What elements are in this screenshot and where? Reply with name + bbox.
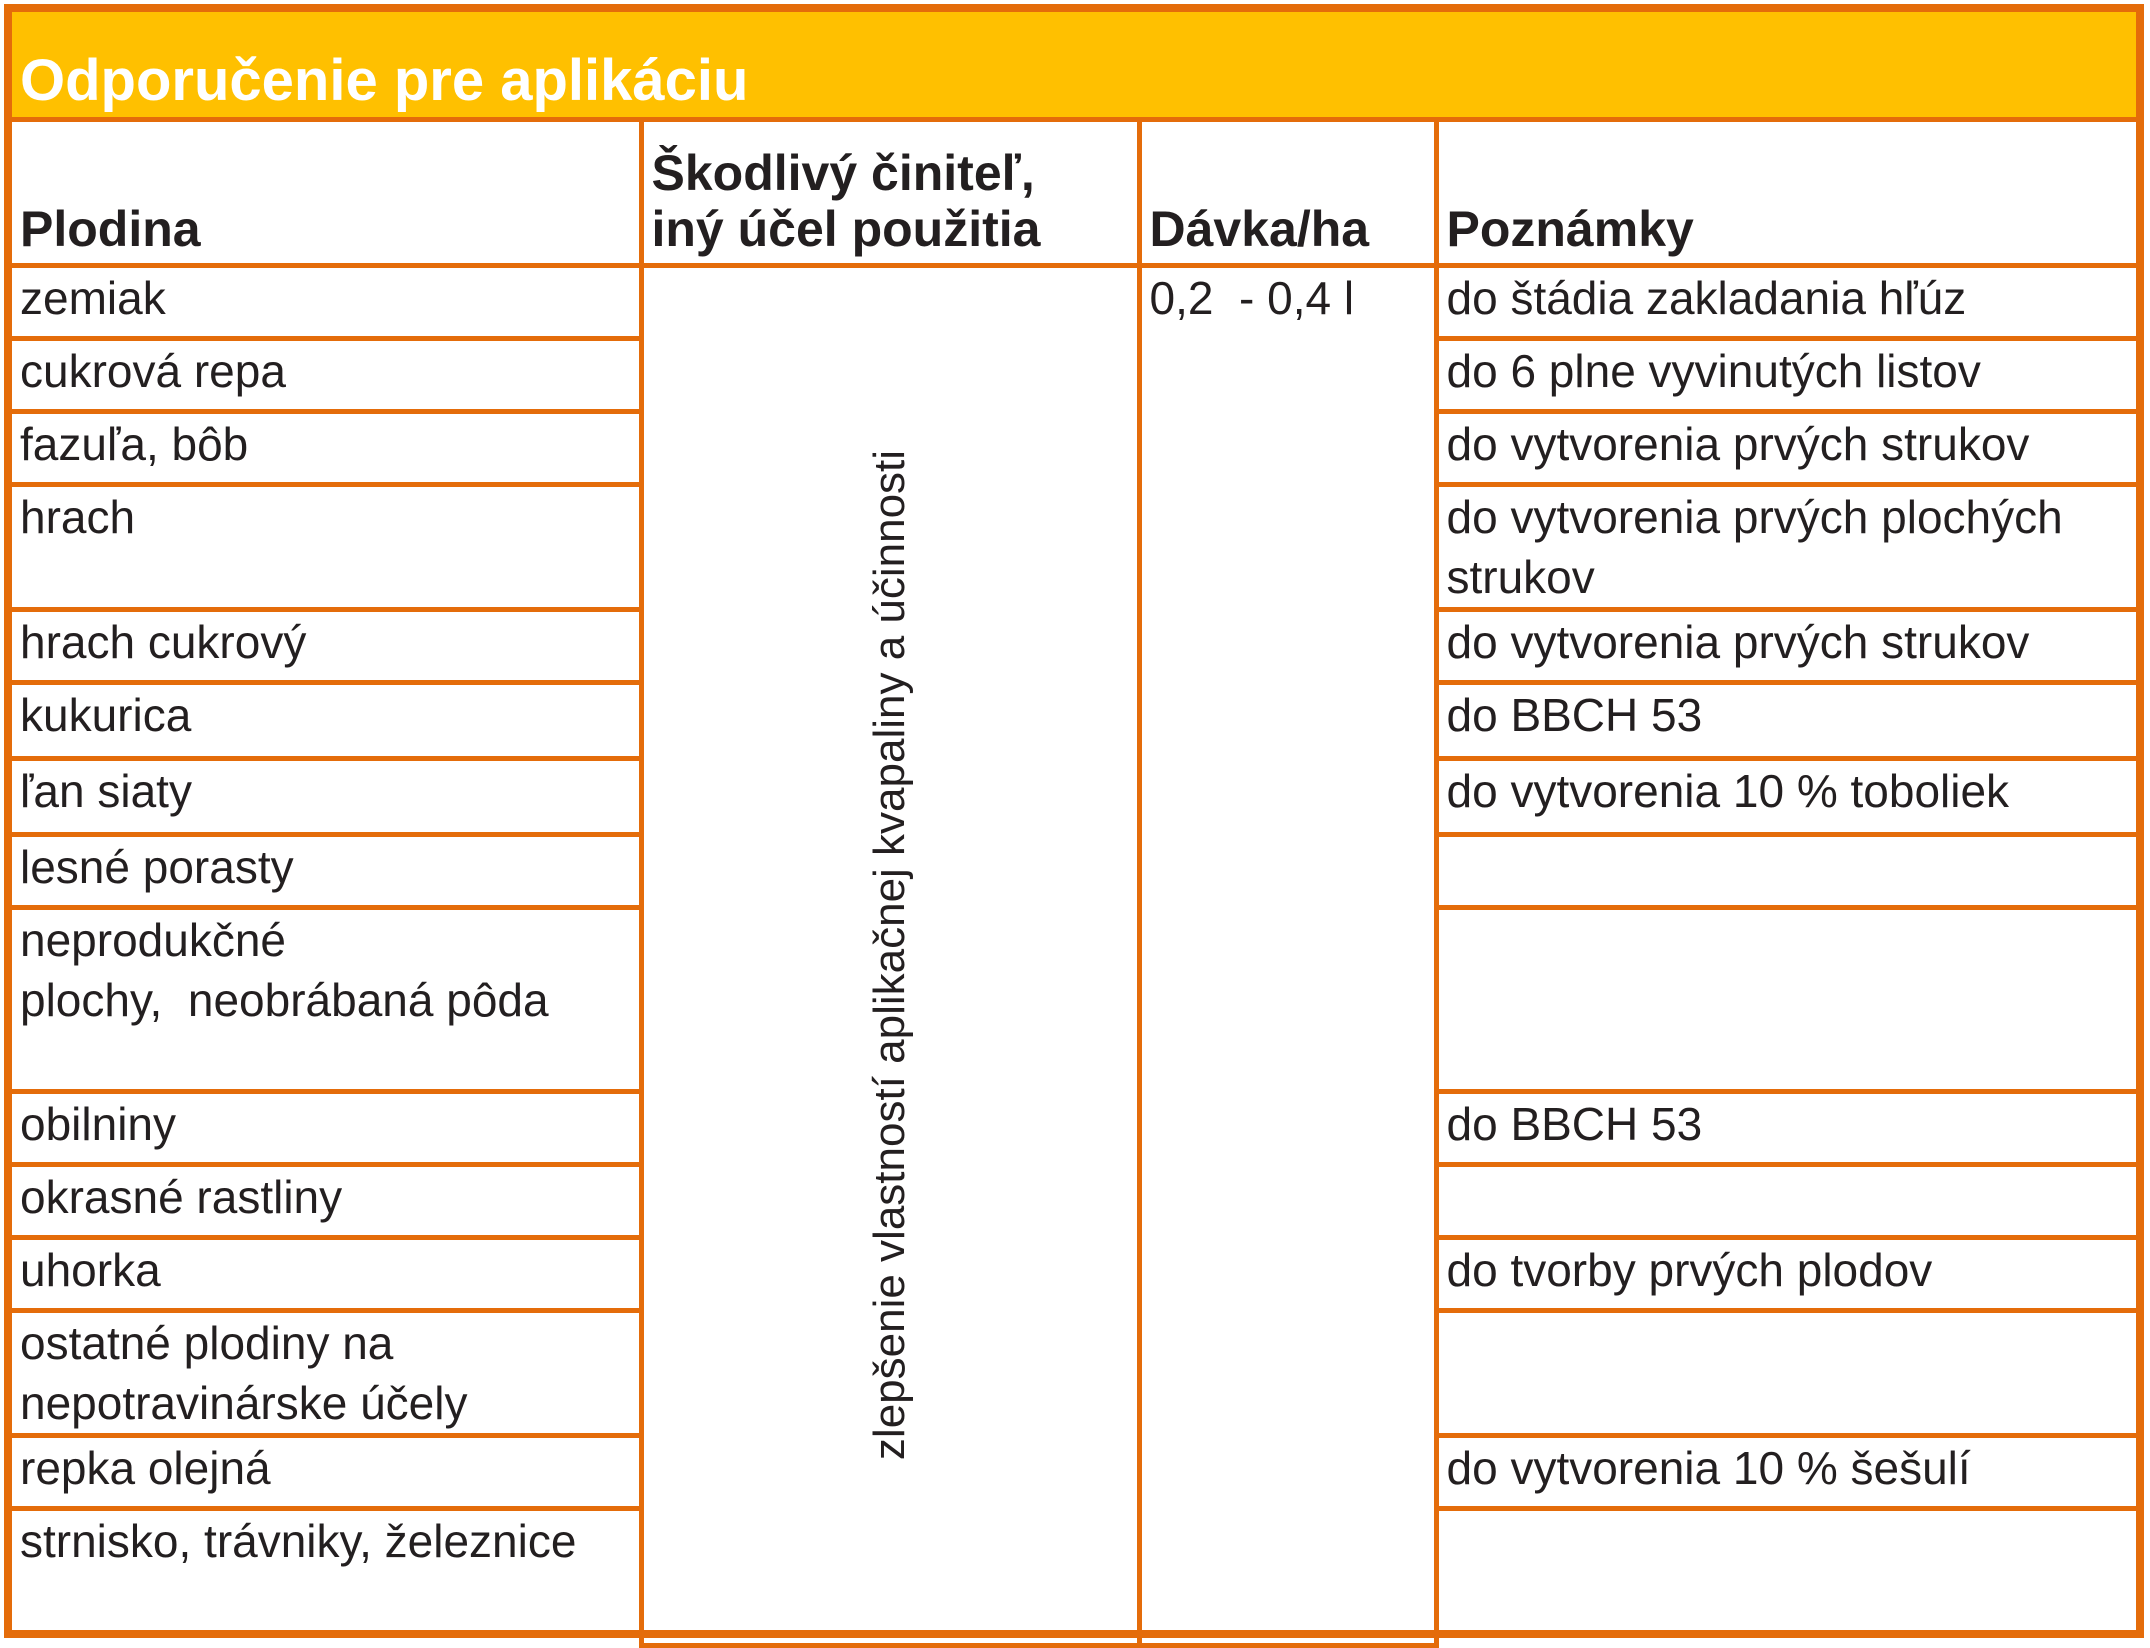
note-text: do BBCH 53 (1446, 1097, 1703, 1150)
note-cell (1436, 411, 2136, 484)
dose-cell: 0,2 - 0,4 l (1139, 265, 1436, 1645)
title-bar (12, 12, 2136, 122)
agent-cell (641, 265, 1139, 1645)
note-text: do 6 plne vyvinutých listov (1446, 344, 1981, 397)
note-cell (1436, 338, 2136, 411)
crop-text: ľan siaty (20, 764, 192, 817)
agent-text: zlepšenie vlastností aplikačnej kvapaliny a účinnosti (865, 449, 914, 1461)
application-table-frame (4, 4, 2144, 1638)
table-title: Odporučenie pre aplikáciu (20, 48, 749, 113)
header-agent-line1: Škodlivý činiteľ, (651, 144, 1035, 201)
note-cell (1436, 484, 2136, 609)
crop-text: hrach cukrový (20, 615, 307, 668)
crop-cell (12, 1435, 641, 1508)
crop-cell (12, 609, 641, 682)
header-agent (641, 122, 1139, 265)
crop-text: obilniny (20, 1097, 176, 1150)
note-cell (1436, 1091, 2136, 1164)
note-text: do vytvorenia prvých strukov (1446, 417, 2030, 470)
note-cell (1436, 682, 2136, 758)
crop-cell (12, 265, 641, 338)
crop-text: kukurica (20, 688, 192, 741)
crop-cell (12, 758, 641, 834)
crop-cell (12, 1310, 641, 1435)
crop-cell (12, 834, 641, 907)
crop-cell (12, 1091, 641, 1164)
crop-text: uhorka (20, 1243, 161, 1296)
header-dose: Dávka/ha (1139, 122, 1436, 265)
note-text: strukov (1446, 550, 1595, 603)
crop-text: strnisko, trávniky, železnice (20, 1514, 577, 1567)
crop-text: fazuľa, bôb (20, 417, 249, 470)
crop-text: hrach (20, 490, 136, 543)
crop-text: plochy, neobrábaná pôda (20, 973, 549, 1026)
table-row (12, 265, 2136, 338)
note-cell (1436, 1310, 2136, 1435)
note-cell (1436, 758, 2136, 834)
header-crop: Plodina (12, 122, 641, 265)
note-cell (1436, 834, 2136, 907)
note-cell (1436, 1237, 2136, 1310)
note-cell (1436, 265, 2136, 338)
application-table (12, 122, 2136, 1648)
crop-text: okrasné rastliny (20, 1170, 343, 1223)
crop-text: zemiak (20, 271, 166, 324)
header-row (12, 122, 2136, 265)
crop-text: ostatné plodiny na (20, 1316, 394, 1369)
crop-cell (12, 1164, 641, 1237)
note-text: do vytvorenia 10 % toboliek (1446, 764, 2010, 817)
header-agent-line2: iný účel použitia (651, 200, 1041, 257)
crop-cell (12, 411, 641, 484)
crop-text: lesné porasty (20, 840, 294, 893)
crop-cell (12, 484, 641, 609)
crop-text: repka olejná (20, 1441, 271, 1494)
note-text: do BBCH 53 (1446, 688, 1703, 741)
note-cell (1436, 907, 2136, 1091)
crop-text: nepotravinárske účely (20, 1376, 468, 1429)
crop-cell (12, 1237, 641, 1310)
crop-text: cukrová repa (20, 344, 286, 397)
header-notes: Poznámky (1436, 122, 2136, 265)
crop-cell (12, 1508, 641, 1645)
note-cell (1436, 1435, 2136, 1508)
note-cell (1436, 1164, 2136, 1237)
note-text: do vytvorenia 10 % šešulí (1446, 1441, 1971, 1494)
crop-text: neprodukčné (20, 913, 286, 966)
crop-cell (12, 338, 641, 411)
note-text: do vytvorenia prvých plochých (1446, 490, 2063, 543)
crop-cell (12, 682, 641, 758)
note-text: do štádia zakladania hľúz (1446, 271, 1967, 324)
note-cell (1436, 609, 2136, 682)
crop-cell (12, 907, 641, 1091)
note-text: do tvorby prvých plodov (1446, 1243, 1933, 1296)
note-cell (1436, 1508, 2136, 1645)
note-text: do vytvorenia prvých strukov (1446, 615, 2030, 668)
